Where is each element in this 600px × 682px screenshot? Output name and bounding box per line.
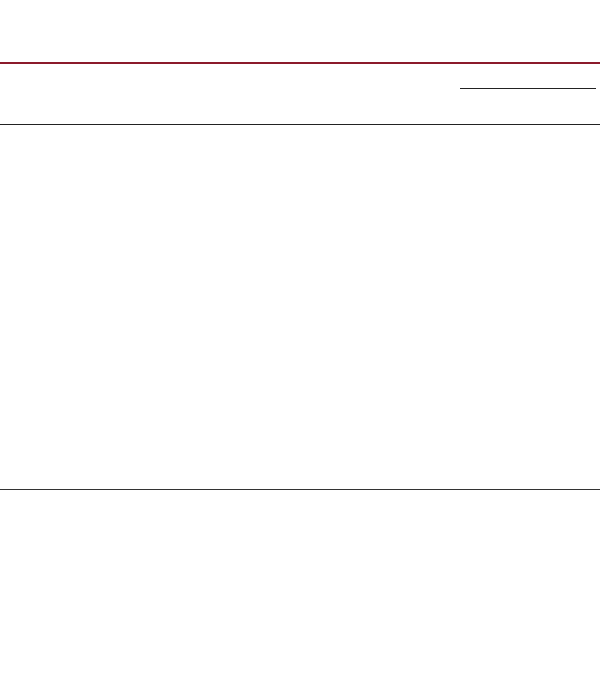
top-rule [0, 62, 600, 64]
pvalue-underline [460, 88, 596, 89]
bottom-rule [0, 489, 600, 490]
header-rule [0, 124, 600, 125]
